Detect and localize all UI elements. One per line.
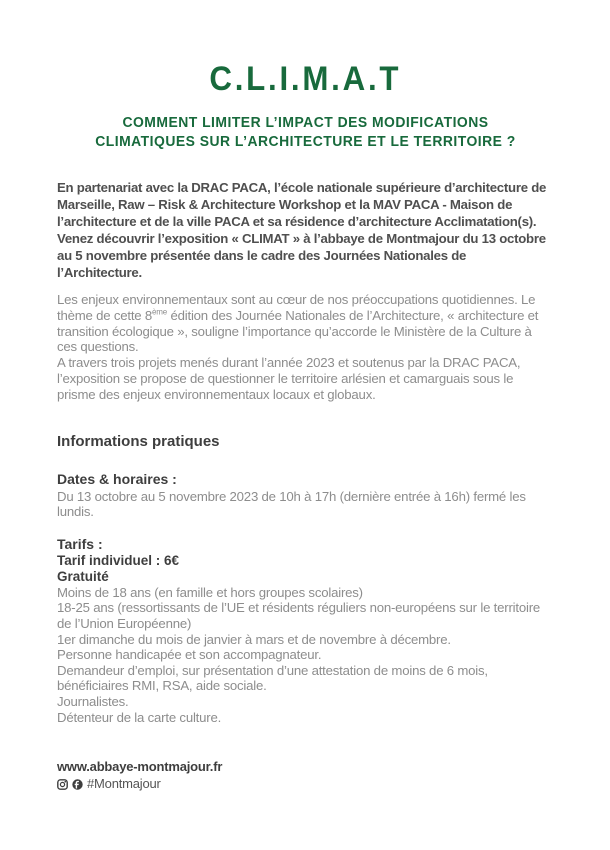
body-paragraph-2: A travers trois projets menés durant l’année 2023 et soutenus par la DRAC PACA, l’exposition se propose de questionner le territoire arlésien et camarguais sous le prisme des enjeux environnementaux locaux et globaux. [57,355,521,402]
gratuite-item: 18-25 ans (ressortissants de l’UE et résidents réguliers non-européens sur le territoire de l’Union Européenne) [57,600,541,631]
body-paragraph-1 [57,292,554,355]
gratuite-item: 1er dimanche du mois de janvier à mars et de novembre à décembre. [57,631,451,647]
gratuite-list [57,585,554,725]
ordinal-superscript: ème [152,307,168,317]
facebook-icon[interactable] [72,778,83,789]
document-footer [57,760,222,791]
practical-info-heading: Informations pratiques [57,432,220,450]
tarif-individuel: Tarif individuel : 6€ [57,552,180,568]
gratuite-item: Journalistes. [57,693,129,709]
body-paragraph-1-end: édition des Journée Nationales de l’Architecture, « architecture et transition écologique », souligne l’importance qu’accorde le Ministère de la Culture à ces questions. [57,307,539,355]
dates-text: Du 13 octobre au 5 novembre 2023 de 10h à 17h (dernière entrée à 16h) fermé les lundis. [57,488,526,520]
subtitle-line-2: CLIMATIQUES SUR L’ARCHITECTURE ET LE TERRITOIRE ? [95,134,516,150]
gratuite-item: Demandeur d’emploi, sur présentation d’une attestation de moins de 6 mois, bénéficiaires RMI, RSA, aide sociale. [57,662,488,694]
social-line [57,776,222,791]
page-title: C.L.I.M.A.T [209,60,402,98]
intro-paragraph: En partenariat avec la DRAC PACA, l’école nationale supérieure d’architecture de Marseille, Raw – Risk & Architecture Workshop et la MAV PACA - Maison de l’architecture et de la ville PACA et sa résidence d’architecture Acclimatation(s). Venez découvrir l’exposition « CLIMAT » à l’abbaye de Montmajour du 13 octobre au 5 novembre présentée dans le cadre des Journées Nationales de l’Architecture. [57,180,547,280]
hashtag-text: #Montmajour [87,776,161,791]
gratuite-item: Moins de 18 ans (en famille et hors groupes scolaires) [57,584,363,600]
website-link[interactable]: www.abbaye-montmajour.fr [57,759,223,774]
dates-heading: Dates & horaires : [57,470,177,487]
body-paragraphs [57,292,554,403]
gratuite-item: Personne handicapée et son accompagnateur. [57,647,322,663]
gratuite-item: Détenteur de la carte culture. [57,709,222,725]
gratuite-heading: Gratuité [57,568,109,584]
page-subtitle [57,114,554,152]
body-paragraph-1-start: Les enjeux environnementaux sont au cœur de nos préoccupations quotidiennes. Le thème de cette 8 [57,292,536,323]
tarifs-heading: Tarifs : [57,535,103,552]
instagram-icon[interactable] [57,778,68,789]
document-header [57,0,554,152]
subtitle-line-1: COMMENT LIMITER L’IMPACT DES MODIFICATIONS [122,115,489,131]
